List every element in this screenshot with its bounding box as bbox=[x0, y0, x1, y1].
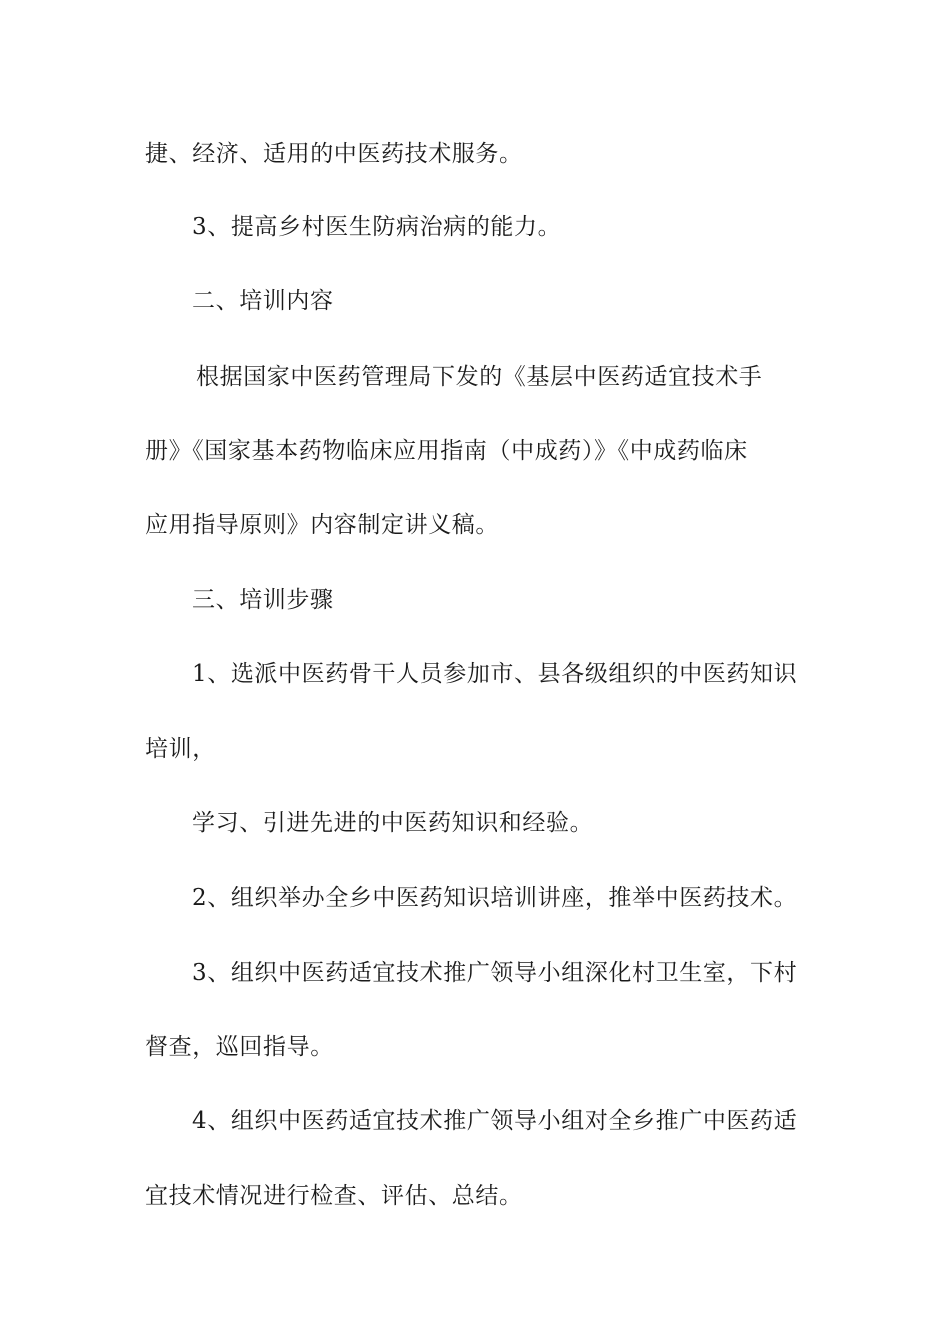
paragraph-line: 宜技术情况进行检查、评估、总结。 bbox=[145, 1183, 523, 1209]
section-heading: 二、培训内容 bbox=[192, 288, 334, 314]
paragraph-line: 根据国家中医药管理局下发的《基层中医药适宜技术手 bbox=[196, 364, 763, 390]
paragraph-line: 学习、引进先进的中医药知识和经验。 bbox=[192, 810, 594, 836]
paragraph-line: 培训， bbox=[145, 736, 216, 762]
paragraph-line: 册》《国家基本药物临床应用指南（中成药）》《中成药临床 bbox=[145, 438, 748, 464]
paragraph-line: 捷、经济、适用的中医药技术服务。 bbox=[145, 141, 523, 167]
paragraph-line: 3、提高乡村医生防病治病的能力。 bbox=[192, 214, 562, 240]
paragraph-line: 应用指导原则》内容制定讲义稿。 bbox=[145, 512, 499, 538]
paragraph-line: 1、选派中医药骨干人员参加市、县各级组织的中医药知识 bbox=[192, 661, 798, 687]
paragraph-line: 2、组织举办全乡中医药知识培训讲座，推举中医药技术。 bbox=[192, 885, 798, 911]
section-heading: 三、培训步骤 bbox=[192, 587, 334, 613]
paragraph-line: 督查，巡回指导。 bbox=[145, 1034, 334, 1060]
paragraph-line: 4、组织中医药适宜技术推广领导小组对全乡推广中医药适 bbox=[192, 1108, 798, 1134]
paragraph-line: 3、组织中医药适宜技术推广领导小组深化村卫生室，下村 bbox=[192, 960, 798, 986]
